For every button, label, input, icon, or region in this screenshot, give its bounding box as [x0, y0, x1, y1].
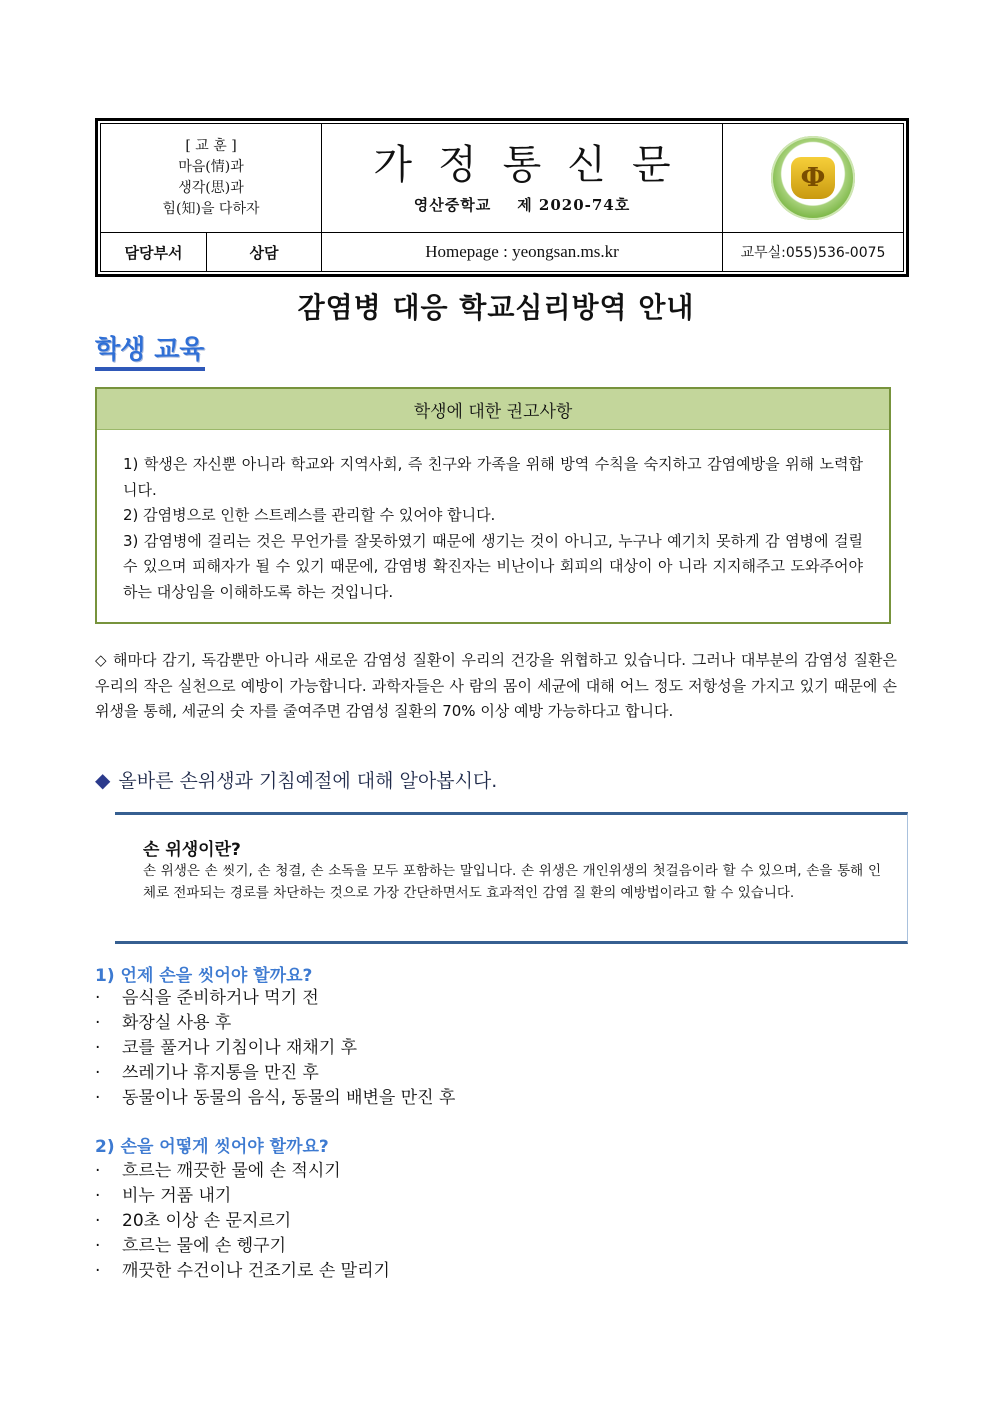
list-item — [95, 1259, 390, 1284]
list-item-text: 동물이나 동물의 음식, 동물의 배변을 만진 후 — [122, 1088, 456, 1108]
motto-label: [ 교 훈 ] — [185, 138, 237, 154]
how-wash-title: 2) 손을 어떻게 씻어야 할까요? — [95, 1137, 329, 1157]
page-title: 감염병 대응 학교심리방역 안내 — [297, 291, 695, 324]
diamond-bullet-icon: ◆ — [95, 767, 111, 792]
bullet-icon: · — [95, 1211, 101, 1231]
bullet-icon: · — [95, 1161, 101, 1181]
list-item-text: 음식을 준비하거나 먹기 전 — [122, 988, 319, 1008]
recommendation-item: 2) 감염병으로 인한 스트레스를 관리할 수 있어야 합니다. — [123, 506, 496, 524]
list-item-text: 깨끗한 수건이나 건조기로 손 말리기 — [122, 1261, 390, 1281]
list-item-text: 쓰레기나 휴지통을 만진 후 — [122, 1063, 319, 1083]
recommendation-item: 1) 학생은 자신뿐 아니라 학교와 지역사회, 즉 친구와 가족을 위해 방역 수칙을 숙지하고 감염예방을 위해 노력합니다. — [123, 455, 863, 499]
newsletter-header — [95, 118, 909, 277]
homepage-link[interactable]: Homepage : yeongsan.ms.kr — [322, 233, 723, 271]
recommendations-body — [97, 430, 889, 605]
issue-line — [414, 194, 631, 215]
list-item — [95, 1086, 455, 1111]
issue-number: 제 2020-74호 — [517, 195, 631, 214]
when-wash-list — [95, 986, 455, 1111]
list-item — [95, 1011, 455, 1036]
bullet-icon: · — [95, 1013, 101, 1033]
bullet-icon: · — [95, 1088, 101, 1108]
bullet-icon: · — [95, 1186, 101, 1206]
hand-hygiene-title: 손 위생이란? — [143, 840, 241, 860]
newsletter-title: 가정통신문 — [373, 141, 697, 188]
motto-line: 생각(思)과 — [178, 180, 244, 196]
bullet-icon: · — [95, 1038, 101, 1058]
list-item-text: 비누 거품 내기 — [122, 1186, 232, 1206]
list-item-text: 흐르는 깨끗한 물에 손 적시기 — [122, 1161, 341, 1181]
department-value: 상담 — [207, 233, 322, 271]
intro-paragraph: ◇ 해마다 감기, 독감뿐만 아니라 새로운 감염성 질환이 우리의 건강을 위협하고 있습니다. 그러나 대부분의 감염성 질환은 우리의 작은 실천으로 예방이 가능합니다. 과학자들은 사 람의 몸이 세균에 대해 어느 정도 저항성을 가지고 있기 때문에 손 위생을 통해, 세균의 숫 자를 줄여주면 감염성 질환의 70% 이상 예방 가능하다고 합니다. — [95, 651, 897, 720]
list-item-text: 흐르는 물에 손 헹구기 — [122, 1236, 287, 1256]
newsletter-title-cell — [322, 124, 723, 233]
list-item — [95, 1159, 390, 1184]
logo-cell — [723, 124, 903, 233]
office-phone: 교무실:055)536-0075 — [740, 245, 886, 261]
motto-line: 마음(情)과 — [178, 159, 244, 175]
when-wash-title: 1) 언제 손을 씻어야 할까요? — [95, 966, 313, 986]
bullet-icon: · — [95, 1261, 101, 1281]
list-item — [95, 1234, 390, 1259]
bullet-icon: · — [95, 1063, 101, 1083]
list-item-text: 화장실 사용 후 — [122, 1013, 232, 1033]
list-item — [95, 1184, 390, 1209]
hygiene-subheading — [95, 766, 497, 793]
bullet-icon: · — [95, 1236, 101, 1256]
subheading-text: 올바른 손위생과 기침예절에 대해 알아봅시다. — [118, 770, 498, 792]
list-item — [95, 1209, 390, 1234]
motto-line: 힘(知)을 다하자 — [162, 201, 260, 217]
section-title: 학생 교육 — [95, 333, 205, 371]
school-emblem-icon: Ф — [771, 136, 855, 220]
recommendations-box — [95, 387, 891, 624]
hand-hygiene-text: 손 위생은 손 씻기, 손 청결, 손 소독을 모두 포함하는 말입니다. 손 위생은 개인위생의 첫걸음이라 할 수 있으며, 손을 통해 인체로 전파되는 경로를 차단하는 것으로 가장 간단하면서도 효과적인 감염 질 환의 예방법이라고 할 수 있습니다. — [143, 863, 881, 901]
school-name: 영산중학교 — [413, 195, 492, 214]
how-wash-list — [95, 1159, 390, 1284]
list-item — [95, 1061, 455, 1086]
list-item-text: 코를 풀거나 기침이나 재채기 후 — [122, 1038, 358, 1058]
hand-hygiene-box — [115, 812, 908, 944]
recommendations-title: 학생에 대한 권고사항 — [97, 389, 889, 430]
list-item-text: 20초 이상 손 문지르기 — [122, 1211, 292, 1231]
department-label: 담당부서 — [101, 233, 207, 271]
list-item — [95, 1036, 455, 1061]
recommendation-item: 3) 감염병에 걸리는 것은 무언가를 잘못하였기 때문에 생기는 것이 아니고, 누구나 예기치 못하게 감 염병에 걸릴 수 있으며 피해자가 될 수 있기 때문에, 감염병 확진자는 비난이나 회피의 대상이 아 니라 지지해주고 도와주어야 하는 대상임을 이해하도록 하는 것입니다. — [123, 531, 863, 601]
bullet-icon: · — [95, 988, 101, 1008]
list-item — [95, 986, 455, 1011]
school-motto — [101, 124, 322, 233]
